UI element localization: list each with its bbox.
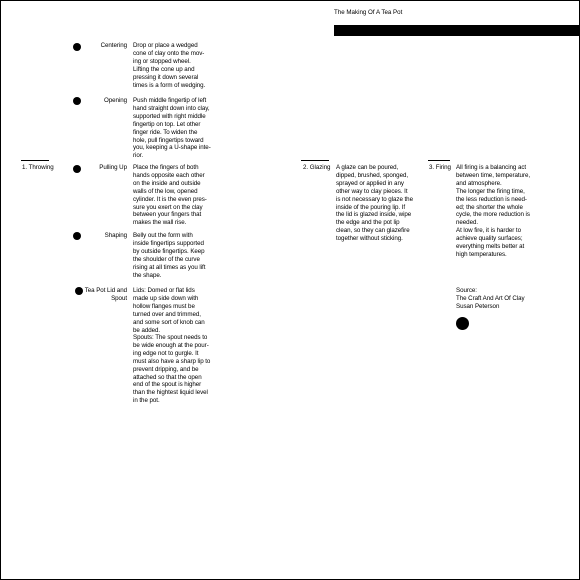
- section-label-glazing: 2. Glazing: [303, 164, 331, 171]
- bullet-pulling-up: [73, 165, 81, 173]
- document-title: The Making Of A Tea Pot: [334, 9, 403, 16]
- source-author: Susan Peterson: [456, 303, 500, 310]
- section-label-firing: 3. Firing: [429, 164, 451, 171]
- section-label-throwing: 1. Throwing: [22, 164, 54, 171]
- section-rule-glazing: [301, 160, 329, 161]
- step-text-centering: Drop or place a wedged cone of clay onto the mov- ing or stopped wheel. Lifting the cone up and pressing it down several times is a form of wedging.: [133, 42, 206, 89]
- step-text-lids: Lids: Domed or flat lids made up side down with hollow flanges must be turned over and trimmed, and some sort of knob can be added.: [133, 287, 205, 334]
- source-dot: [456, 317, 469, 330]
- section-text-glazing: A glaze can be poured, dipped, brushed, sponged, sprayed or applied in any other way to clay pieces. It is not necessary to glaze the inside of the pouring lip. If the lid is glazed inside, wipe the edge and the pot lip clean, so they can glazefire together without sticking.: [336, 164, 413, 243]
- source-label: Source:: [456, 287, 477, 294]
- section-text-firing: All firing is a balancing act between time, temperature, and atmosphere. The longer the firing time, the less reduction is need- ed; the shorter the whole cycle, the more reduction is needed. At low fire, it is harder to achieve quality surfaces; everything melts better at high temperatures.: [456, 164, 531, 258]
- step-label-centering: Centering: [100, 42, 127, 49]
- source-book: The Craft And Art Of Clay: [456, 295, 525, 302]
- bullet-shaping: [73, 232, 81, 240]
- section-rule-throwing: [21, 160, 49, 161]
- bullet-opening: [73, 97, 81, 105]
- step-label-tea-pot-lid-spout: Tea Pot Lid and Spout: [84, 287, 127, 302]
- step-label-pulling-up: Pulling Up: [99, 164, 127, 171]
- bullet-centering: [73, 43, 81, 51]
- step-text-opening: Push middle fingertip of left hand straight down into clay, supported with right middle fingertip on top. Let other finger ride. To widen the hole, pull fingertips toward you, keeping a U-shape inte- rior.: [133, 97, 211, 160]
- step-text-pulling-up: Place the fingers of both hands opposite each other on the inside and outside walls of the low, opened cylinder. It is the even pres- sure you exert on the clay between your fingers that makes the wall rise.: [133, 164, 207, 227]
- step-text-shaping: Belly out the form with inside fingertips supported by outside fingertips. Keep the shoulder of the curve rising at all times as you lift the shape.: [133, 232, 206, 279]
- step-label-opening: Opening: [103, 97, 127, 104]
- title-bar: [334, 25, 580, 36]
- step-text-spouts: Spouts: The spout needs to be wide enough at the pour- ing edge not to gurgle. It must also have a sharp lip to prevent dripping, and be attached so that the open end of the spout is higher than the hightest liquid level in the pot.: [133, 334, 211, 405]
- step-label-shaping: Shaping: [104, 232, 127, 239]
- section-rule-firing: [428, 160, 450, 161]
